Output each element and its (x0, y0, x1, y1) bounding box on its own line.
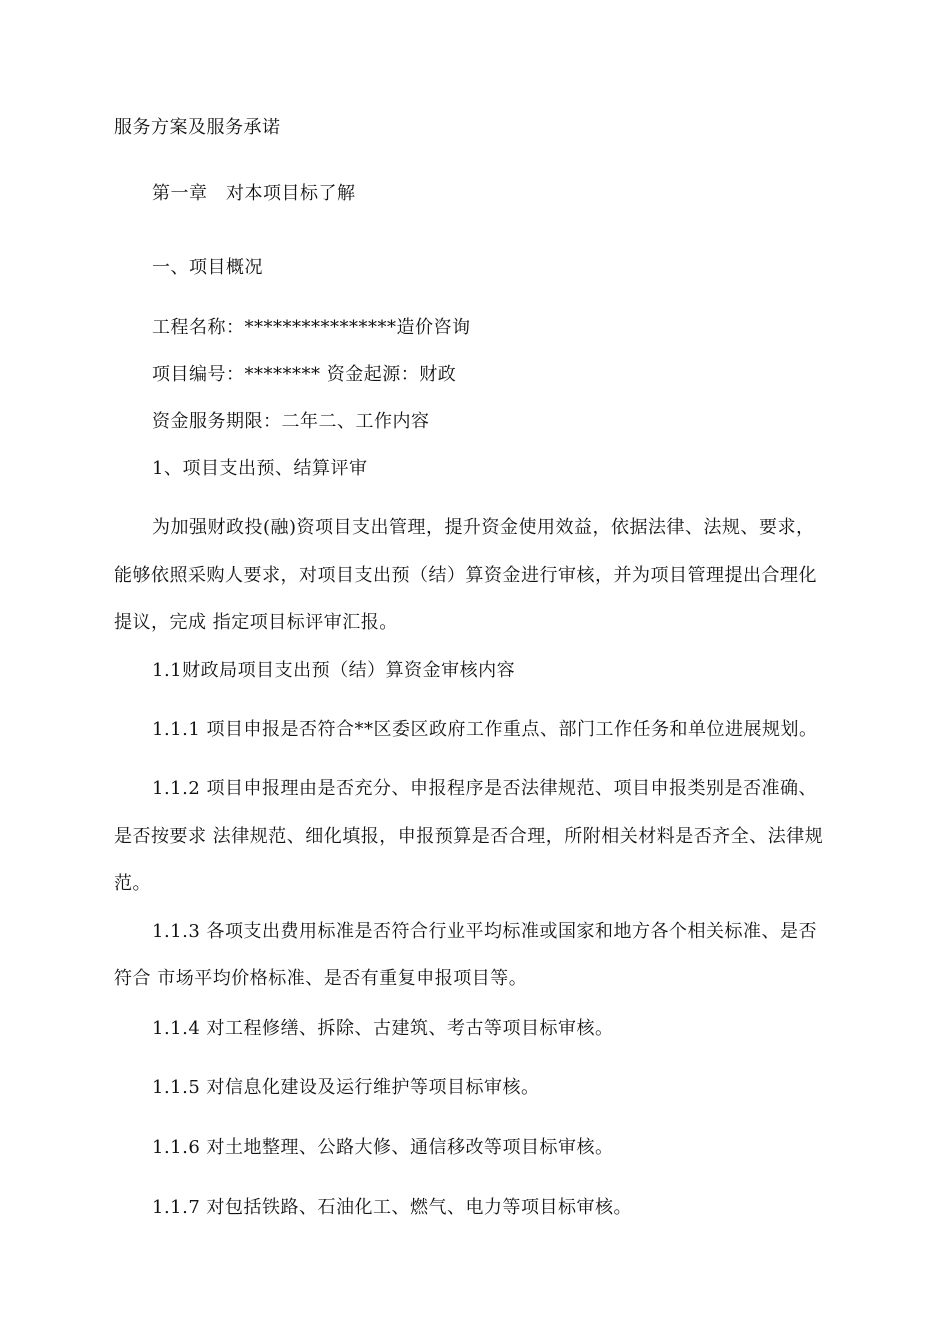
list-item: 1.1.3 各项支出费用标准是否符合行业平均标准或国家和地方各个相关标准、是否 (152, 921, 818, 942)
list-item-continuation: 范。 (114, 873, 151, 894)
project-name: 工程名称：****************造价咨询 (152, 317, 471, 338)
chapter-heading: 第一章 对本项目标了解 (152, 183, 356, 204)
paragraph-line: 为加强财政投(融)资项目支出管理，提升资金使用效益，依据法律、法规、要求， (152, 517, 815, 538)
item-heading: 1、项目支出预、结算评审 (152, 458, 368, 479)
paragraph-line: 提议，完成 指定项目标评审汇报。 (114, 612, 398, 633)
paragraph-line: 能够依照采购人要求，对项目支出预（结）算资金进行审核，并为项目管理提出合理化 (114, 565, 817, 586)
subsection-heading: 1.1财政局项目支出预（结）算资金审核内容 (152, 660, 516, 681)
list-item: 1.1.2 项目申报理由是否充分、申报程序是否法律规范、项目申报类别是否准确、 (152, 778, 818, 799)
service-period: 资金服务期限：二年二、工作内容 (152, 411, 430, 432)
list-item-continuation: 是否按要求 法律规范、细化填报，申报预算是否合理，所附相关材料是否齐全、法律规 (114, 826, 824, 847)
list-item: 1.1.4 对工程修缮、拆除、古建筑、考古等项目标审核。 (152, 1018, 614, 1039)
list-item: 1.1.5 对信息化建设及运行维护等项目标审核。 (152, 1077, 540, 1098)
list-item: 1.1.7 对包括铁路、石油化工、燃气、电力等项目标审核。 (152, 1197, 633, 1218)
section-heading: 一、项目概况 (152, 257, 263, 278)
list-item: 1.1.6 对土地整理、公路大修、通信移改等项目标审核。 (152, 1137, 614, 1158)
document-title: 服务方案及服务承诺 (114, 117, 281, 138)
list-item: 1.1.1 项目申报是否符合**区委区政府工作重点、部门工作任务和单位进展规划。 (152, 719, 818, 740)
project-number: 项目编号：******** 资金起源：财政 (152, 364, 457, 385)
list-item-continuation: 符合 市场平均价格标准、是否有重复申报项目等。 (114, 968, 528, 989)
